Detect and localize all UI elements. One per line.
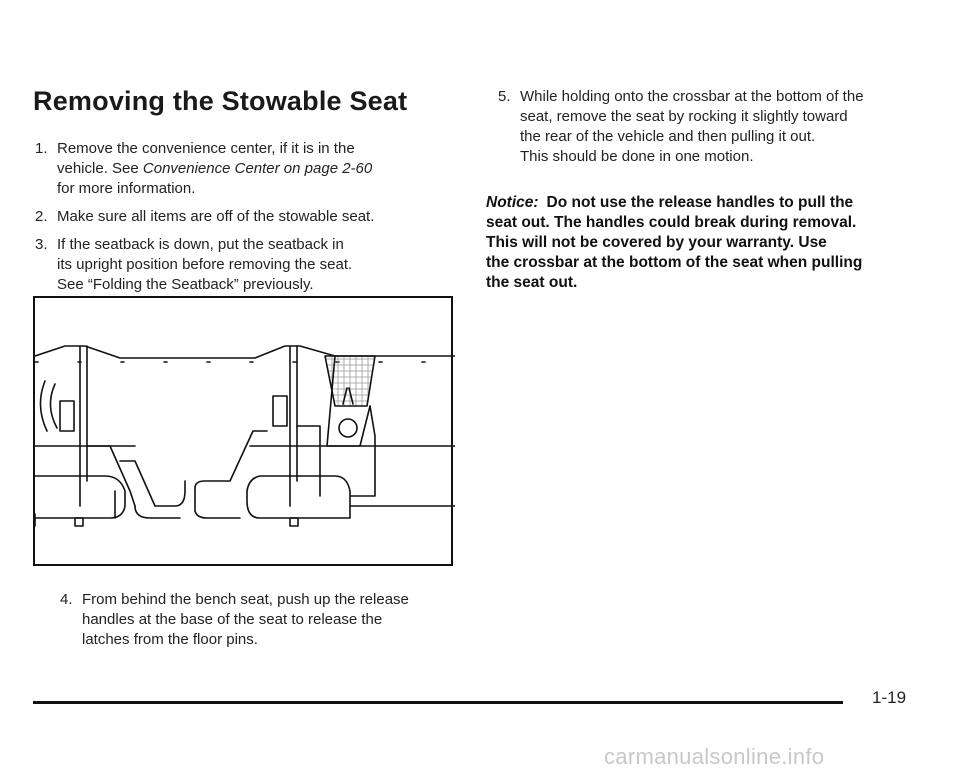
step-text-line: for more information.: [57, 180, 196, 197]
page-number: 1-19: [872, 688, 907, 707]
step-number: 1.: [35, 140, 48, 157]
step-number: 5.: [498, 88, 511, 105]
step-1: [35, 139, 455, 199]
watermark-link[interactable]: carmanualsonline.info: [604, 744, 825, 769]
step-text-line: handles at the base of the seat to release the: [82, 611, 383, 628]
step-text-line: See “Folding the Seatback” previously.: [57, 276, 314, 293]
step-5: [498, 87, 938, 167]
step-text-line: seat, remove the seat by rocking it slightly toward: [520, 108, 848, 125]
step-text-line: If the seatback is down, put the seatback in: [57, 236, 344, 253]
step-text-line: While holding onto the crossbar at the bottom of the: [520, 88, 864, 105]
seat-diagram-icon: [35, 296, 455, 566]
step-text-line: vehicle. See: [57, 160, 143, 177]
step-text-line: From behind the bench seat, push up the release: [82, 591, 409, 608]
cross-reference-link[interactable]: Convenience Center on page 2-60: [142, 160, 373, 177]
step-number: 4.: [60, 591, 73, 608]
step-text-line: its upright position before removing the seat.: [57, 256, 353, 273]
step-number: 3.: [35, 236, 48, 253]
notice-text-line: the crossbar at the bottom of the seat when pulling: [486, 254, 863, 271]
footer-rule: [33, 701, 843, 704]
step-text-line: Make sure all items are off of the stowable seat.: [57, 208, 375, 225]
step-number: 2.: [35, 208, 48, 225]
step-text-line: Remove the convenience center, if it is in the: [57, 140, 355, 157]
notice-block: [486, 193, 926, 293]
step-2: [35, 207, 455, 227]
page-heading: Removing the Stowable Seat: [33, 86, 408, 116]
notice-text-line: Do not use the release handles to pull the: [546, 194, 854, 211]
notice-text-line: seat out. The handles could break during removal.: [486, 214, 857, 231]
notice-text-line: This will not be covered by your warranty. Use: [486, 234, 827, 251]
notice-text-line: the seat out.: [486, 274, 578, 291]
step-text-line: the rear of the vehicle and then pulling it out.: [520, 128, 816, 145]
notice-label: Notice:: [486, 194, 539, 211]
step-3: [35, 235, 455, 295]
step-4: [60, 590, 480, 650]
step-text-line: This should be done in one motion.: [520, 148, 754, 165]
seat-release-illustration: [33, 296, 453, 566]
step-text-line: latches from the floor pins.: [82, 631, 258, 648]
